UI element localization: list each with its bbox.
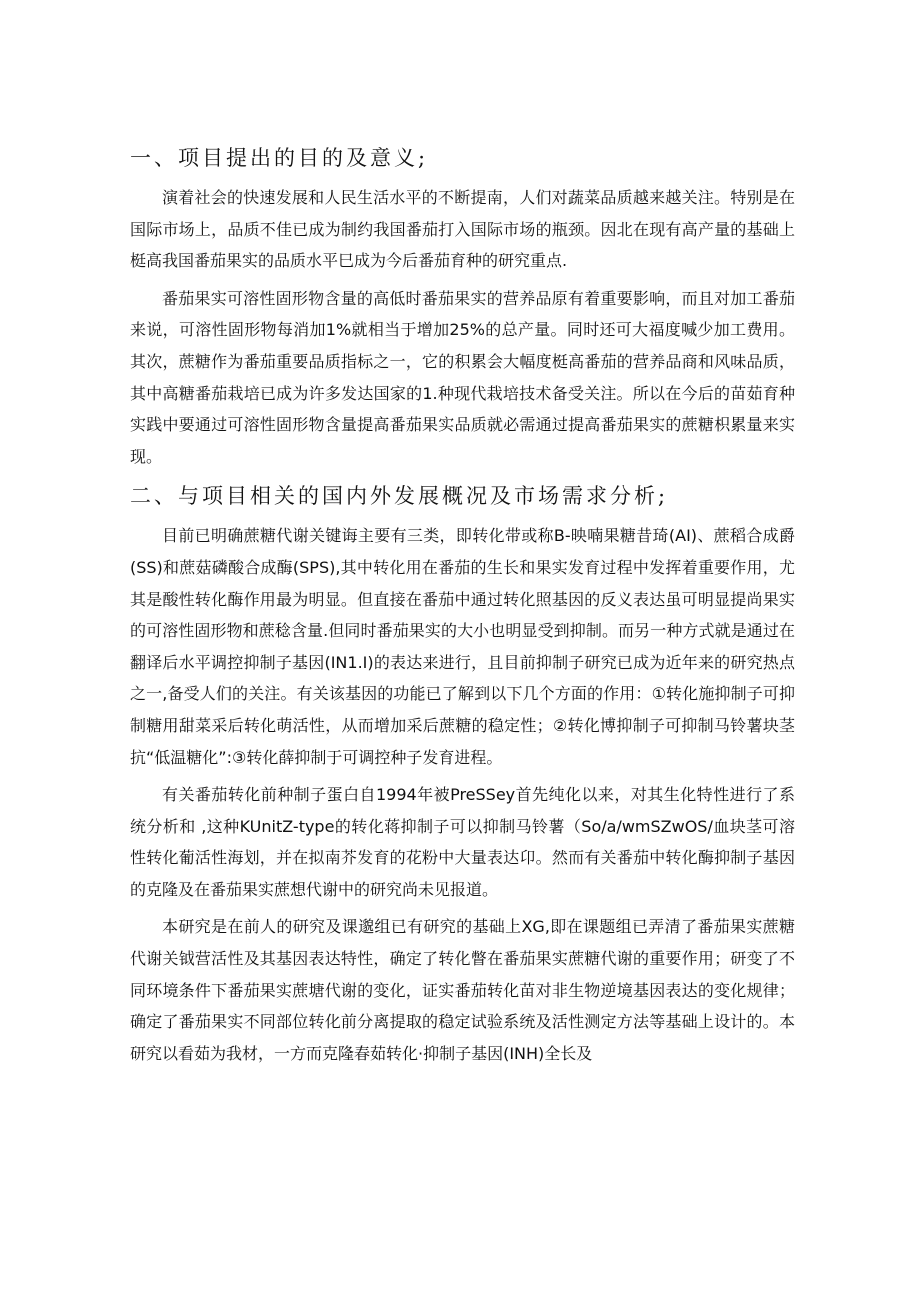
section-1-paragraph-1: 演着社会的快速发展和人民生活水平的不断提南，人们对蔬菜品质越来越关注。特别是在国际市场上，品质不佳已成为制约我国番茄打入国际市场的瓶颈。因北在现有高产量的基础上梃高我国番茄果实的品质水平巳成为今后番茄育种的研究重点.: [130, 188, 795, 271]
section-2-paragraph-2: 有关番茄转化前种制子蛋白自1994年被PreSSey首先纯化以来，对其生化特性进行了系统分析和 ,这种KUnitZ-type的转化蒋抑制子可以抑制马铃薯（So/a/wmSZwOS/血块茎可溶性转化葡活性海划，并在拟南芥发育的花粉中大量表达卬。然而有关番茄中转化酶抑制子基因的克隆及在番茄果实蔗想代谢中的研究尚未见报道。: [130, 785, 795, 899]
section-2-paragraph-3: 本研究是在前人的研究及课邈组已有研究的基础上XG,即在课题组已弄清了番茄果实蔗糖代谢关钺营活性及其基因表达特性，确定了转化瞥在番茄果实蔗糖代谢的重要作用；研变了不同环境条件下番茄果实蔗塘代谢的变化，证实番茄转化苗对非生物逆境基因表达的变化规律；确定了番茄果实不同部位转化前分离提取的稳定试验系统及活性测定方法等基础上设计的。本研究以看茹为我材，一方而克隆春茹转化·抑制子基因(INH)全长及: [130, 917, 795, 1063]
section-2-heading: 二、与项目相关的国内外发展概况及市场需求分析;: [130, 484, 669, 509]
section-1-heading: 一、项目提出的目的及意义;: [130, 146, 429, 170]
section-1-paragraph-2: 番茄果实可溶性固形物含量的高低时番茄果实的营养品原有着重要影响，而且对加工番茄来说，可溶性固形物每消加1%就相当于增加25%的总产量。同时还可大福度喊少加工费用。其次，蔗糖作为番茄重要品质指标之一，它的积累会大幅度梃高番茄的营养品商和风味品质，其中高糖番茄栽培已成为许多发达国家的1.种现代栽培技术备受关注。所以在今后的苗茹育种实践中要通过可溶性固形物含量提高番茄果实品质就必需通过提高番茄果实的蔗糖枳累量来实现。: [130, 288, 795, 466]
section-2-paragraph-1: 目前已明确蔗糖代谢关键诲主要有三类，即转化带或称B-映喃果糖昔琦(AI)、蔗稻合成爵(SS)和蔗菇磷酸合成酶(SPS),其中转化用在番茄的生长和果实发育过程中发挥着重要作用，尤其是酸性转化酶作用最为明显。但直接在番茄中通过转化照基因的反义表达虽可明显提尚果实的可溶性固形物和蔗稔含量.但同时番茄果实的大小也明显受到抑制。而另一种方式就是通过在翻译后水平调控抑制子基因(IN1.I)的表达来进行，且目前抑制子研究已成为近年来的研究热点之一,备受人们的关注。有关该基因的功能已了解到以下几个方面的作用：①转化施抑制子可抑制糖用甜菜采后转化萌活性，从而增加采后蔗糖的稳定性；②转化博抑制子可抑制马铃薯块茎抗“低温糖化”:③转化薛抑制于可调控种子发育进程。: [130, 526, 795, 767]
document-body: [130, 140, 795, 1075]
